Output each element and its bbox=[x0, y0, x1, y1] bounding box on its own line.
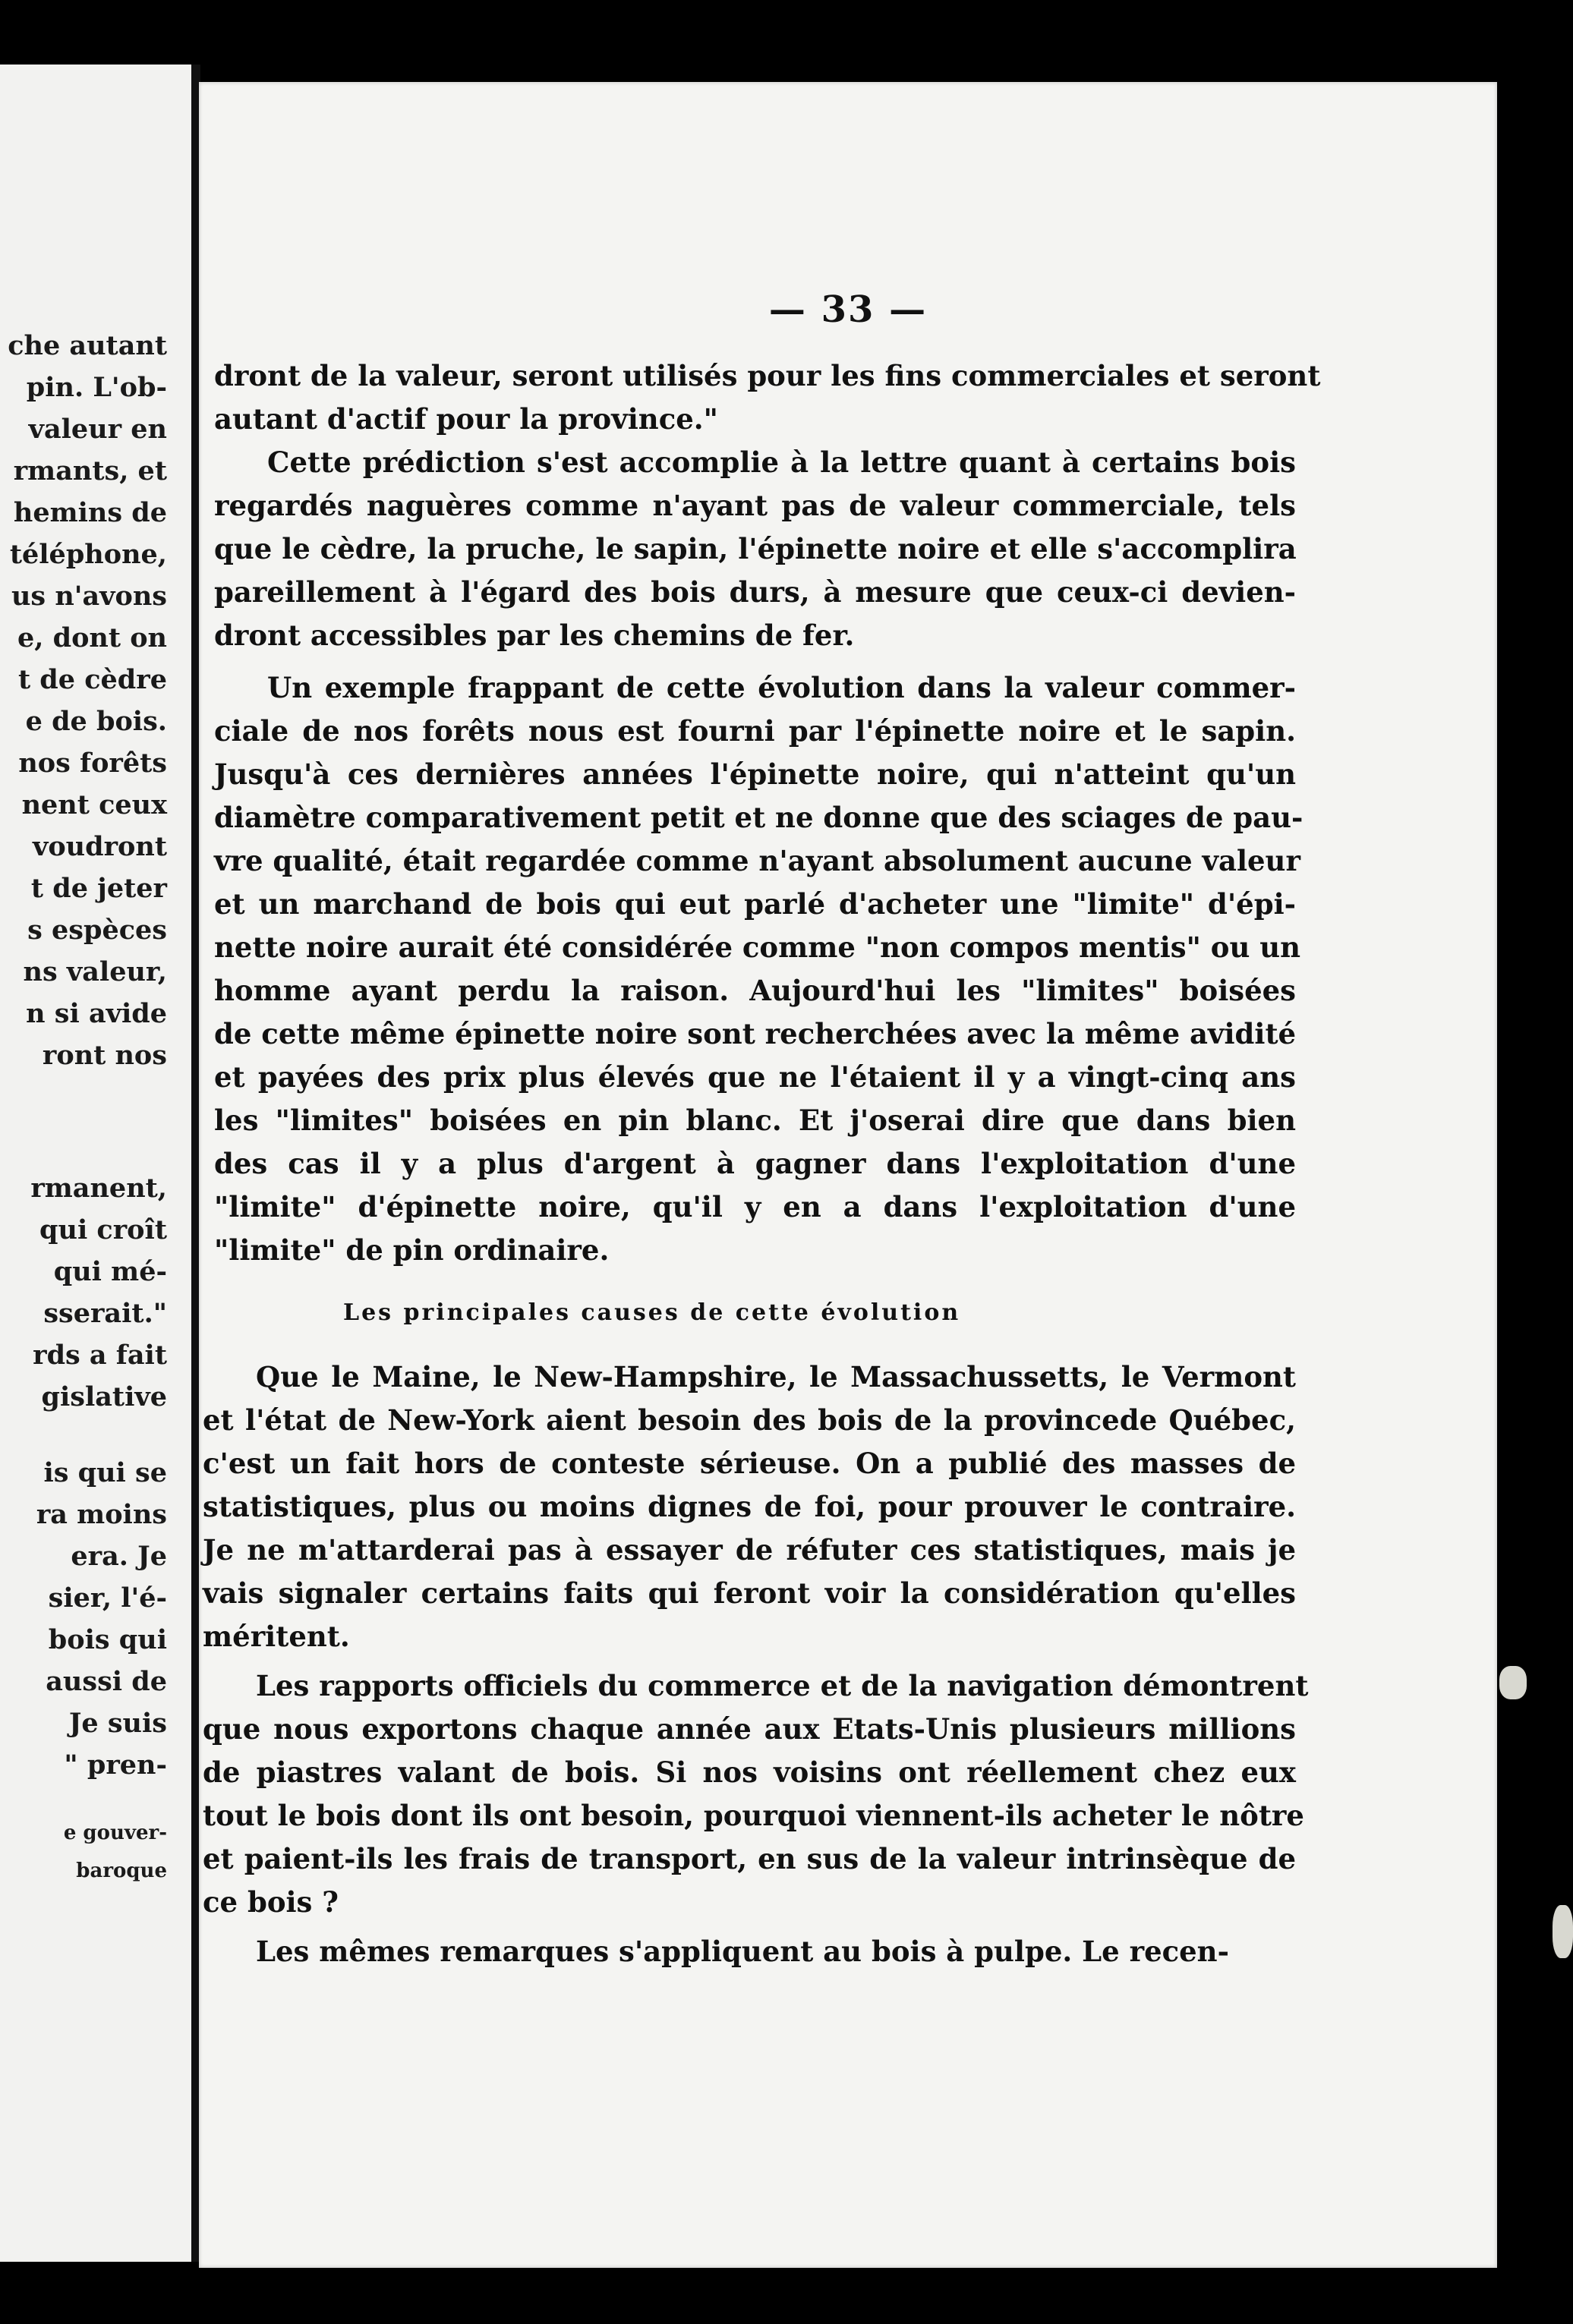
text-line: et payées des prix plus élevés que ne l'étaient il y a vingt-cinq ans bbox=[214, 1060, 1296, 1094]
left-page-text-fragment: e de bois. bbox=[25, 706, 167, 737]
text-line: Jusqu'à ces dernières années l'épinette noire, qui n'atteint qu'un bbox=[214, 757, 1296, 791]
edge-stain bbox=[1499, 1666, 1527, 1699]
left-page-text-fragment: qui croît bbox=[39, 1214, 167, 1245]
left-page-text-fragment: sserait." bbox=[43, 1298, 167, 1329]
text-line: tout le bois dont ils ont besoin, pourquoi viennent-ils acheter le nôtre bbox=[203, 1799, 1304, 1832]
text-line: ce bois ? bbox=[203, 1885, 339, 1919]
left-page-text-fragment: valeur en bbox=[28, 414, 167, 445]
text-line: "limite" de pin ordinaire. bbox=[214, 1233, 610, 1267]
left-page-text-fragment: n si avide bbox=[26, 998, 167, 1029]
text-line: vais signaler certains faits qui feront voir la considération qu'elles bbox=[203, 1576, 1296, 1610]
left-page-text-fragment: us n'avons bbox=[11, 581, 167, 612]
left-page-text-fragment: voudront bbox=[33, 831, 167, 862]
text-line: des cas il y a plus d'argent à gagner dans l'exploitation d'une bbox=[214, 1147, 1296, 1180]
left-page-text-fragment: is qui se bbox=[43, 1457, 167, 1488]
left-page-text-fragment: bois qui bbox=[48, 1624, 167, 1655]
text-line: que le cèdre, la pruche, le sapin, l'épinette noire et elle s'accomplira bbox=[214, 532, 1297, 565]
left-page-text-fragment: gislative bbox=[41, 1381, 167, 1412]
left-page-text-fragment: nent ceux bbox=[21, 789, 167, 820]
left-page-text-fragment: s espèces bbox=[27, 915, 167, 946]
left-page-text-fragment: baroque bbox=[76, 1860, 167, 1882]
left-page-text-fragment: pin. L'ob- bbox=[26, 372, 167, 403]
text-line: Les rapports officiels du commerce et de la navigation démontrent bbox=[256, 1669, 1309, 1702]
left-page-text-fragment: hemins de bbox=[13, 497, 167, 528]
left-page-text-fragment: rmanent, bbox=[30, 1173, 167, 1204]
text-line: autant d'actif pour la province." bbox=[214, 402, 718, 436]
left-page-text-fragment: aussi de bbox=[46, 1666, 167, 1697]
left-page-text-fragment: téléphone, bbox=[9, 539, 167, 570]
text-line: Que le Maine, le New-Hampshire, le Massachussetts, le Vermont bbox=[256, 1360, 1296, 1393]
left-page-text-fragment: ns valeur, bbox=[23, 956, 167, 987]
text-line: et un marchand de bois qui eut parlé d'acheter une "limite" d'épi- bbox=[214, 887, 1296, 921]
left-page-text-fragment: ra moins bbox=[36, 1499, 167, 1530]
text-line: Les mêmes remarques s'appliquent au bois à pulpe. Le recen- bbox=[256, 1935, 1229, 1968]
text-line: méritent. bbox=[203, 1620, 350, 1653]
text-line: statistiques, plus ou moins dignes de foi, pour prouver le contraire. bbox=[203, 1490, 1296, 1523]
text-line: dront de la valeur, seront utilisés pour les fins commerciales et seront bbox=[214, 359, 1321, 392]
page bbox=[199, 82, 1497, 2268]
text-line: Je ne m'attarderai pas à essayer de réfuter ces statistiques, mais je bbox=[203, 1533, 1296, 1567]
left-page-text-fragment: t de cèdre bbox=[17, 664, 167, 695]
text-line: ciale de nos forêts nous est fourni par l'épinette noire et le sapin. bbox=[214, 714, 1296, 748]
text-line: homme ayant perdu la raison. Aujourd'hui les "limites" boisées bbox=[214, 974, 1296, 1007]
text-line: regardés naguères comme n'ayant pas de valeur commerciale, tels bbox=[214, 489, 1296, 522]
left-page-text-fragment: qui mé- bbox=[53, 1256, 167, 1287]
text-line: nette noire aurait été considérée comme "non compos mentis" ou un bbox=[214, 931, 1301, 964]
section-heading: Les principales causes de cette évolution bbox=[343, 1299, 961, 1326]
left-page-text-fragment: che autant bbox=[8, 330, 167, 361]
text-line: pareillement à l'égard des bois durs, à mesure que ceux-ci devien- bbox=[214, 575, 1296, 609]
text-line: diamètre comparativement petit et ne donne que des sciages de pau- bbox=[214, 801, 1303, 834]
text-line: les "limites" boisées en pin blanc. Et j'oserai dire que dans bien bbox=[214, 1104, 1296, 1137]
left-page-text-fragment: Je suis bbox=[68, 1708, 167, 1739]
text-line: "limite" d'épinette noire, qu'il y en a dans l'exploitation d'une bbox=[214, 1190, 1296, 1223]
left-page-text-fragment: t de jeter bbox=[30, 873, 167, 904]
left-page-text-fragment: rds a fait bbox=[33, 1340, 167, 1371]
text-line: Cette prédiction s'est accomplie à la lettre quant à certains bois bbox=[267, 446, 1296, 479]
text-line: et paient-ils les frais de transport, en sus de la valeur intrinsèque de bbox=[203, 1842, 1296, 1875]
left-page-text-fragment: sier, l'é- bbox=[48, 1582, 167, 1614]
text-line: que nous exportons chaque année aux Etats-Unis plusieurs millions bbox=[203, 1712, 1296, 1746]
edge-stain bbox=[1553, 1905, 1573, 1958]
text-line: de piastres valant de bois. Si nos voisins ont réellement chez eux bbox=[203, 1756, 1296, 1789]
text-line: et l'état de New-York aient besoin des bois de la provincede Québec, bbox=[203, 1403, 1296, 1437]
left-page-fragment bbox=[0, 65, 196, 2262]
left-page-text-fragment: e, dont on bbox=[17, 622, 167, 653]
left-page-text-fragment: nos forêts bbox=[18, 748, 167, 779]
left-page-text-fragment: e gouver- bbox=[63, 1822, 167, 1844]
left-page-text-fragment: " pren- bbox=[64, 1749, 167, 1781]
text-line: Un exemple frappant de cette évolution dans la valeur commer- bbox=[267, 671, 1296, 704]
left-page-text-fragment: ront nos bbox=[42, 1040, 167, 1071]
text-line: de cette même épinette noire sont recherchées avec la même avidité bbox=[214, 1017, 1297, 1050]
text-line: c'est un fait hors de conteste sérieuse. On a publié des masses de bbox=[203, 1447, 1296, 1480]
page-number: — 33 — bbox=[768, 288, 928, 331]
text-line: dront accessibles par les chemins de fer. bbox=[214, 619, 855, 652]
text-line: vre qualité, était regardée comme n'ayant absolument aucune valeur bbox=[214, 844, 1300, 877]
left-page-text-fragment: era. Je bbox=[71, 1541, 167, 1572]
left-page-text-fragment: rmants, et bbox=[13, 455, 167, 487]
